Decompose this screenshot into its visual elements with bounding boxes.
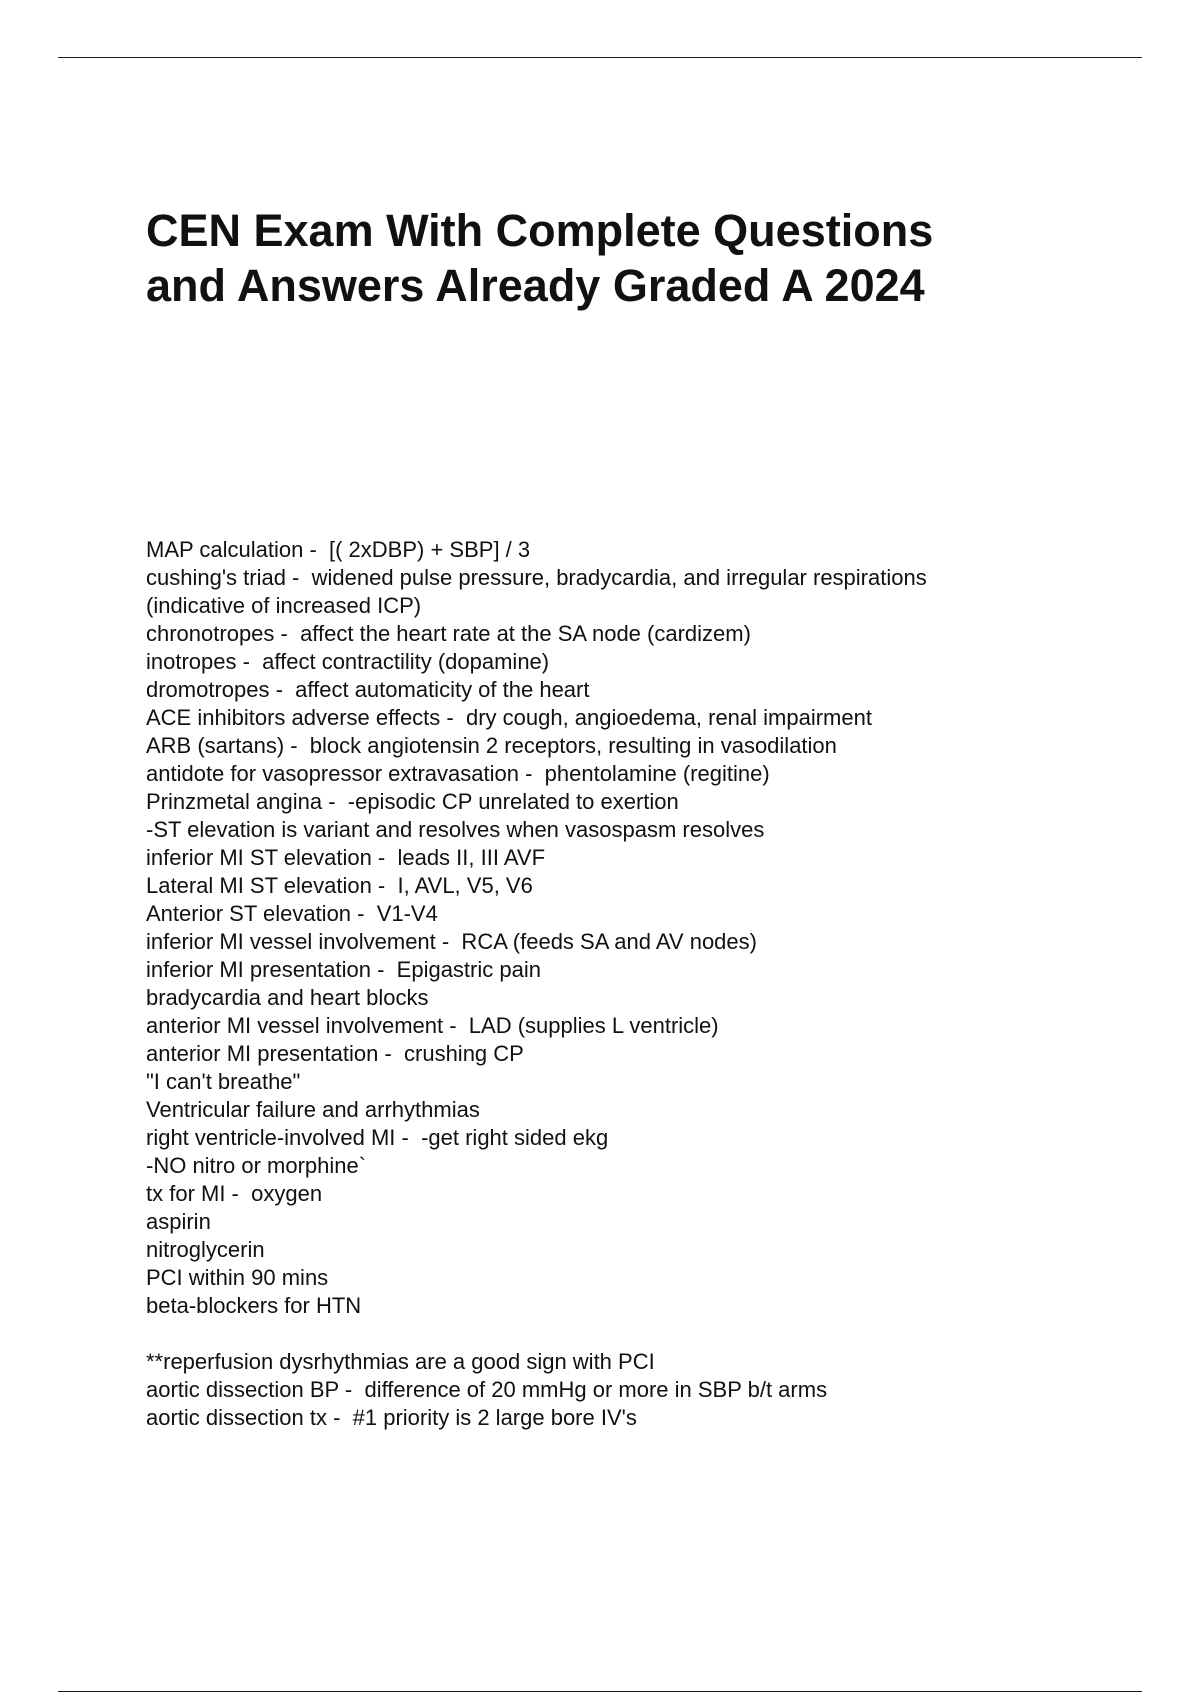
text-line: bradycardia and heart blocks [146,985,429,1010]
text-line: anterior MI presentation - crushing CP [146,1041,524,1066]
text-line: -NO nitro or morphine` [146,1153,367,1178]
text-line: ARB (sartans) - block angiotensin 2 receptors, resulting in vasodilation [146,733,837,758]
text-line: nitroglycerin [146,1237,265,1262]
text-line: ACE inhibitors adverse effects - dry cough, angioedema, renal impairment [146,705,872,730]
blank-line [146,1320,1146,1348]
text-line: anterior MI vessel involvement - LAD (supplies L ventricle) [146,1013,719,1038]
text-line: aspirin [146,1209,211,1234]
text-line: **reperfusion dysrhythmias are a good sign with PCI [146,1349,655,1374]
text-line: tx for MI - oxygen [146,1181,323,1206]
text-line: inferior MI presentation - Epigastric pain [146,957,541,982]
text-line: Ventricular failure and arrhythmias [146,1097,480,1122]
text-line: right ventricle-involved MI - -get right sided ekg [146,1125,609,1150]
text-line: cushing's triad - widened pulse pressure, bradycardia, and irregular respirations [146,565,927,590]
text-line: chronotropes - affect the heart rate at the SA node (cardizem) [146,621,751,646]
footer-rule [58,1691,1142,1692]
text-line: Lateral MI ST elevation - I, AVL, V5, V6 [146,873,533,898]
text-line: PCI within 90 mins [146,1265,329,1290]
text-line: dromotropes - affect automaticity of the heart [146,677,590,702]
text-line: MAP calculation - [( 2xDBP) + SBP] / 3 [146,537,531,562]
text-line: inotropes - affect contractility (dopamine) [146,649,550,674]
document-title [146,203,1146,313]
text-line: aortic dissection BP - difference of 20 mmHg or more in SBP b/t arms [146,1377,828,1402]
text-line: inferior MI vessel involvement - RCA (feeds SA and AV nodes) [146,929,757,954]
text-line: -ST elevation is variant and resolves when vasospasm resolves [146,817,765,842]
text-line: aortic dissection tx - #1 priority is 2 large bore IV's [146,1405,637,1430]
document-body [146,536,1146,1432]
text-line: inferior MI ST elevation - leads II, III AVF [146,845,546,870]
text-line: (indicative of increased ICP) [146,593,422,618]
text-line: beta-blockers for HTN [146,1293,362,1318]
text-line: Anterior ST elevation - V1-V4 [146,901,438,926]
title-line-1: CEN Exam With Complete Questions [146,205,934,256]
text-line: antidote for vasopressor extravasation - phentolamine (regitine) [146,761,770,786]
header-rule [58,57,1142,58]
text-line: Prinzmetal angina - -episodic CP unrelated to exertion [146,789,679,814]
title-line-2: and Answers Already Graded A 2024 [146,260,925,311]
text-line: "I can't breathe" [146,1069,301,1094]
